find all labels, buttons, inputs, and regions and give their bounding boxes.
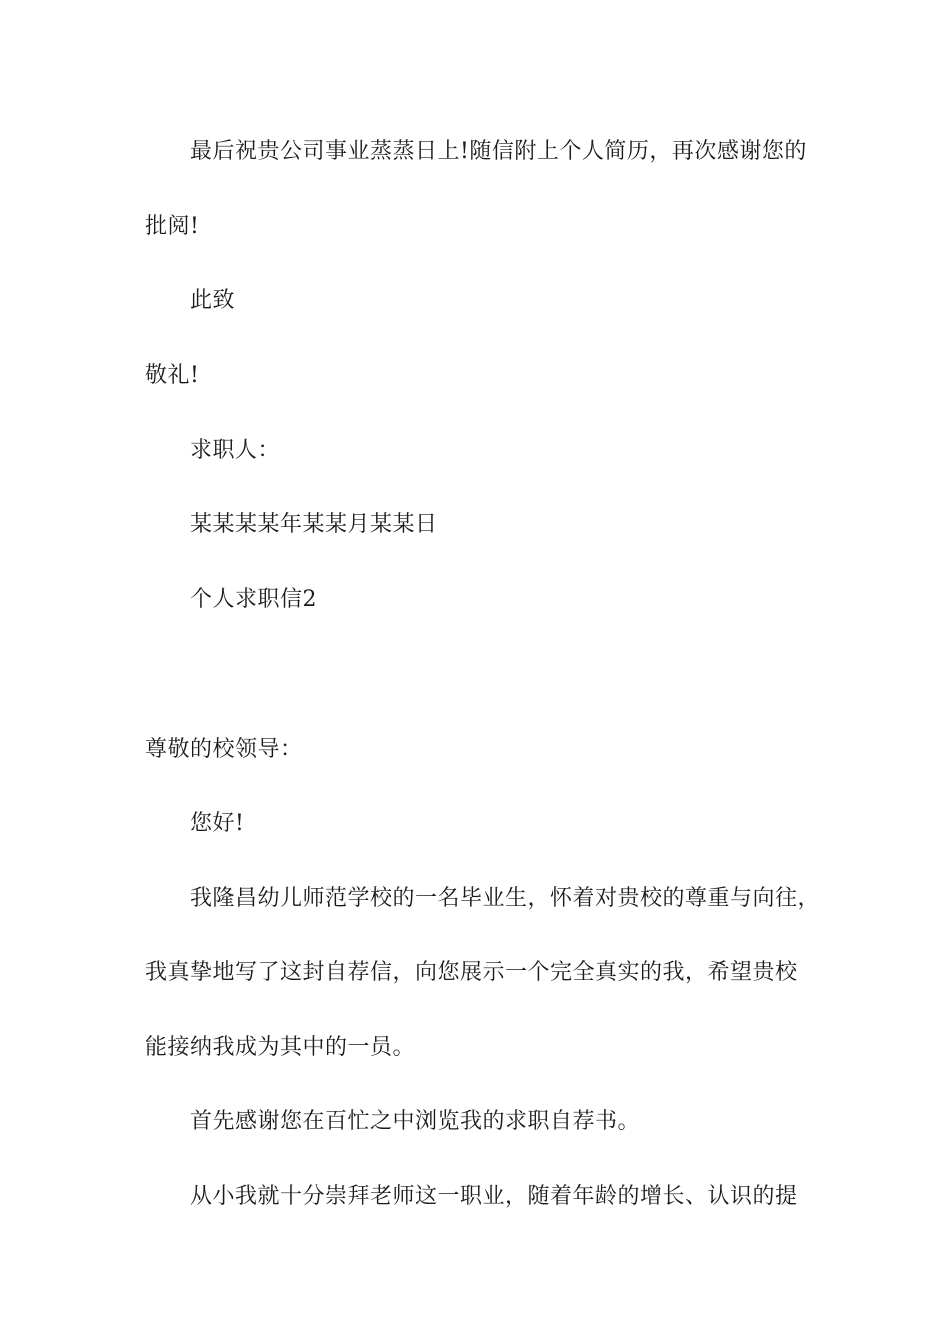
paragraph-line: 最后祝贵公司事业蒸蒸日上!随信附上个人简历，再次感谢您的 (190, 139, 807, 164)
paragraph-line: 首先感谢您在百忙之中浏览我的求职自荐书。 (190, 1109, 641, 1134)
date-line: 某某某某年某某月某某日 (190, 512, 438, 537)
paragraph-line: 我隆昌幼儿师范学校的一名毕业生，怀着对贵校的尊重与向往， (190, 886, 821, 911)
greeting-line: 您好! (190, 811, 245, 836)
salutation-line: 敬礼! (145, 363, 200, 388)
signature-label: 求职人： (190, 438, 281, 463)
paragraph-line: 从小我就十分崇拜老师这一职业，随着年龄的增长、认识的提 (190, 1184, 798, 1209)
paragraph-line: 批阅! (145, 214, 200, 239)
greeting-line: 尊敬的校领导： (145, 737, 303, 762)
salutation-line: 此致 (190, 288, 236, 313)
paragraph-line: 我真挚地写了这封自荐信，向您展示一个完全真实的我，希望贵校 (145, 960, 798, 985)
paragraph-line: 能接纳我成为其中的一员。 (145, 1035, 416, 1060)
section-title: 个人求职信2 (190, 587, 317, 612)
